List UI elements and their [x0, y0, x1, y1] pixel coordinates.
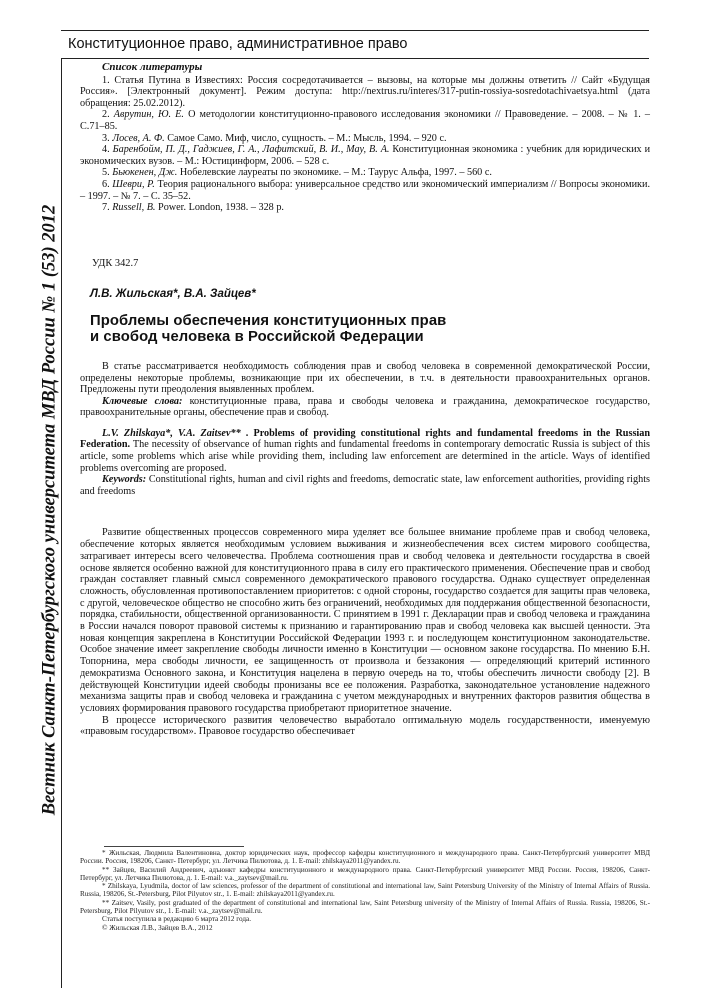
udc-code: УДК 342.7 [92, 257, 139, 269]
keywords-ru-text: конституционные права, права и свободы человека и гражданина, демократическое государство, правоохранительные органы, обеспечение прав и свобод. [80, 395, 650, 419]
reference-number: 1. [102, 74, 110, 86]
journal-side-title: Вестник Санкт-Петербургского университета МВД России № 1 (53) 2012 [39, 204, 60, 816]
footnote: Статья поступила в редакцию 6 марта 2012 года. [102, 915, 252, 924]
header-rule-top [61, 30, 649, 31]
reference-item [80, 167, 650, 179]
running-head: Конституционное право, административное право [68, 36, 408, 52]
footnote: ** Zaitsev, Vasily, post graduated of the department of constitutional and international law, Saint Petersburg university of the Ministry of Internal Affairs of Russia. Russia, 198206, St.-Petersburg, Pilot Pilyutov str., 1. E-mail: v.a._zaytsev@mail.ru. [80, 898, 650, 916]
reference-text: Конституционная экономика : учебник для юридических и экономических вузов. – М.: Юстицинформ, 2006. – 528 с. [80, 144, 651, 167]
footnote: * Zhilskaya, Lyudmila, doctor of law sciences, professor of the department of constitutional and international law, Saint Petersburg University of the Ministry of Internal Affairs of Russia. Russia, 198206, St.-Petersburg, Pilot Pilyutov str., 1. E-mail: zhilskaya2011@yandex.ru. [80, 882, 650, 899]
reference-number: 3. [102, 132, 110, 144]
article-body [80, 527, 650, 738]
page-content [80, 62, 650, 738]
abstract-en-text [80, 428, 650, 474]
reference-text: О методологии конституционно-правового исследования экономики // Правоведение. – 2008. – № 1. – С.71–85. [80, 109, 651, 132]
reference-author: Шеври, Р. [112, 178, 155, 190]
keywords-ru [80, 396, 650, 419]
keywords-en [80, 474, 650, 497]
footnote: * Жильская, Людмила Валентиновна, доктор юридических наук, профессор кафедры конституционного и международного права. Санкт-Петербургский университет МВД России. Россия, 198206, Санкт- Петербург, ул. Летчика Пилютова, д. 1. E-mail: zhilskaya2011@yandex.ru. [80, 849, 650, 866]
reference-number: 2. [102, 109, 110, 121]
header-rule-bottom [61, 58, 649, 59]
reference-text: Статья Путина в Известиях: Россия сосредотачивается – вызовы, на которые мы должны ответить // Сайт «Будущая Россия». [Электронный документ]. Режим доступа: http://nextrus.ru/interes/317-putin-rossiya-sosredotachivaetsya.html (дата обращения: 25.02.2012). [80, 74, 650, 109]
side-rule [61, 58, 62, 988]
reference-number: 4. [102, 144, 110, 156]
reference-number: 6. [102, 178, 110, 190]
reference-item [80, 179, 650, 202]
abstract-en [80, 428, 650, 498]
en-authors: L.V. Zhilskaya*, V.A. Zaitsev** [102, 427, 241, 439]
footnotes [80, 849, 650, 932]
footnote: © Жильская Л.В., Зайцев В.А., 2012 [102, 923, 213, 932]
reference-author: Аврутин, Ю. Е. [113, 109, 184, 121]
en-abstract: The necessity of observance of human rights and fundamental freedoms in contemporary democratic Russia is subject of this article, some problems which arise while providing them, including law enforcement are determined in the article. Ways of identified problems overcoming are proposed. [80, 439, 650, 474]
keywords-en-text: Constitutional rights, human and civil rights and freedoms, democratic state, law enforcement authorities, providing rights and freedoms [80, 474, 650, 497]
reference-item [80, 133, 650, 145]
article-authors: Л.В. Жильская*, В.А. Зайцев* [90, 288, 256, 301]
reference-text: Нобелевские лауреаты по экономике. – М.: Таурус Альфа, 1997. – 560 с. [179, 167, 492, 179]
reference-list [80, 62, 650, 214]
article-title-line: и свобод человека в Российской Федерации [90, 328, 424, 345]
footnote: ** Зайцев, Василий Андреевич, адъюнкт кафедры конституционного и международного права. Санкт-Петербургский университет МВД России. Россия, 198206, Санкт- Петербург, ул. Летчика Пилютова, д. 1. E-mail: v.a._zaytsev@mail.ru. [80, 865, 650, 882]
en-title: . Problems of providing constitutional rights and fundamental freedoms in the Russian Federation. [80, 427, 650, 451]
reference-text: Теория рационального выбора: универсальное средство или экономический империализм // Вопросы экономики. – 1997. – № 7. – С. 35–52. [80, 178, 650, 202]
abstract-ru-text: В статье рассматривается необходимость соблюдения прав и свобод человека в современной демократической России, определены некоторые проблемы, возникающие при их обеспечении, в т.ч. в деятельности правоохранительных органов. Предложены пути преодоления выявленных проблем. [80, 360, 650, 396]
article-title [90, 313, 650, 345]
reference-item [80, 202, 650, 214]
reference-author: Russell, B. [112, 202, 156, 214]
reference-author: Бьюкенен, Дж. [112, 167, 178, 179]
reference-text: Power. London, 1938. – 328 p. [158, 202, 284, 214]
reference-item [80, 144, 650, 167]
reference-item [80, 75, 650, 110]
footnote-rule [104, 846, 244, 847]
article-title-line: Проблемы обеспечения конституционных прав [90, 312, 447, 329]
abstract-ru [80, 361, 650, 419]
keywords-ru-label: Ключевые слова: [102, 395, 183, 407]
body-paragraph: В процессе исторического развития человечество выработало оптимальную модель государственности, именуемую «правовым государством». Правовое государство обеспечивает [80, 714, 650, 738]
reference-author: Баренбойм, П. Д., Гаджиев, Г. А., Лафитский, В. И., Мау, В. А. [112, 144, 390, 156]
reference-number: 7. [102, 202, 110, 214]
reference-item [80, 109, 650, 132]
reference-list-title: Список литературы [102, 61, 203, 73]
reference-text: Самое Само. Миф, число, сущность. – М.: Мысль, 1994. – 920 с. [167, 132, 447, 144]
reference-number: 5. [102, 167, 110, 179]
body-paragraph: Развитие общественных процессов современного мира уделяет все большее внимание проблеме прав и свобод человека, обеспечение которых является необходимым условием выживания и жизнеобеспечения всех систем мирового сообщества, затрагивает интересы всего человечества. Проблема соотношения прав и свобод человека и деятельности государства в своей основе является особенно важной для конституционного права в силу его практического применения. Обеспечение прав и свобод граждан составляет главный смысл современного демократического правового государства. Однако существует определенная сложность, обусловленная противопоставлением приоритетов: с одной стороны, государство создается для защиты прав человека, с другой, человеческое общество не способно жить без ограничений, необходимых для поддержания общественной безопасности, порядка, стабильности, общественной организованности. С принятием в 1991 г. Декларации прав и свобод человека и гражданина в России начался поворот правовой системы к признанию и гарантированию прав и свобод человека как высшей ценности. Эта новая концепция закреплена в Конституции Российской Федерации 1993 г. и последующем конституционном законодательстве. Особое значение имеет закрепление свободы личности именно в Конституции — основном законе государства. По мнению Б.Н. Топорнина, мера свободы личности, ее защищенность от произвола и беззакония — определяющий критерий истинного демократизма Основного закона, и Конституция нацелена в первую очередь на то, чтобы обеспечить личности свободу [2]. В действующей Конституции идеей свободы пронизаны все ее положения. Разработка, законодательное установление надежного механизма защиты прав и свобод человека и гражданина с учетом международных и внутренних факторов развития общества в условиях формирования правового государства приобретают приоритетное значение. [80, 527, 650, 714]
keywords-en-label: Keywords: [102, 474, 147, 486]
reference-author: Лосев, А. Ф. [112, 132, 165, 144]
